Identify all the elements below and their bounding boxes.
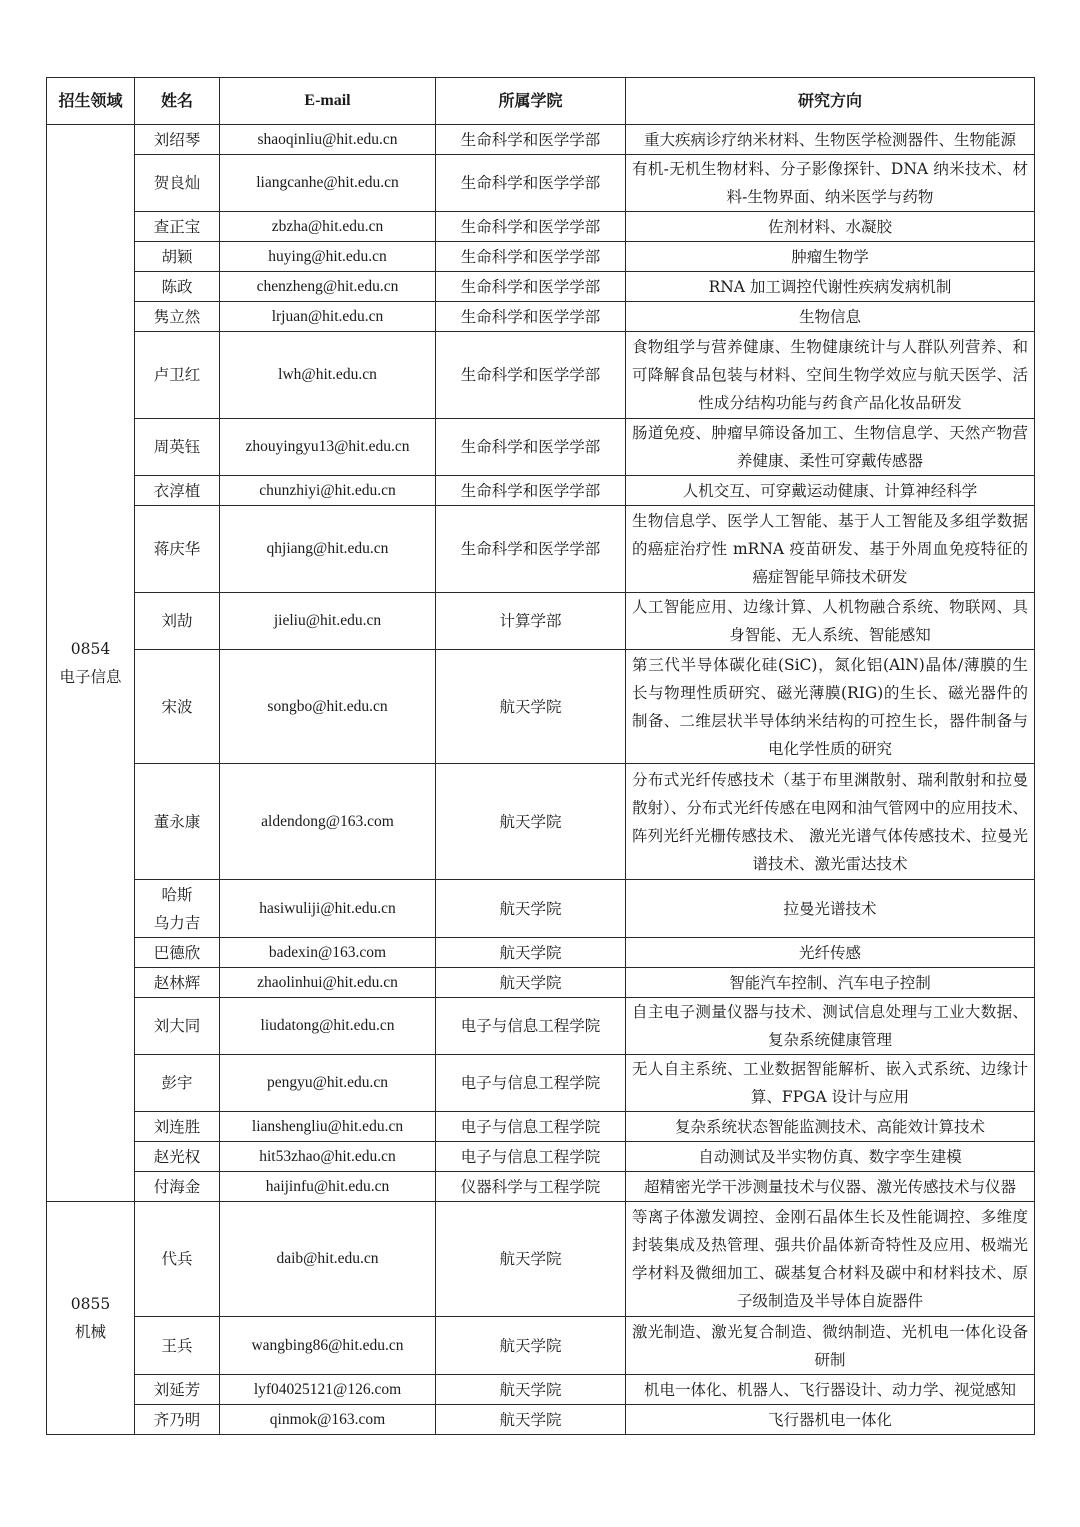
direction-cell: 自主电子测量仪器与技术、测试信息处理与工业大数据、复杂系统健康管理 — [626, 998, 1035, 1055]
direction-cell: 无人自主系统、工业数据智能解析、嵌入式系统、边缘计算、FPGA 设计与应用 — [626, 1055, 1035, 1112]
direction-cell: 超精密光学干涉测量技术与仪器、激光传感技术与仪器 — [626, 1172, 1035, 1202]
email-cell[interactable]: qinmok@163.com — [220, 1405, 436, 1435]
email-cell[interactable]: jieliu@hit.edu.cn — [220, 593, 436, 650]
table-row — [47, 212, 1035, 242]
table-row — [47, 476, 1035, 506]
college-cell: 电子与信息工程学院 — [436, 998, 626, 1055]
email-cell[interactable]: zhaolinhui@hit.edu.cn — [220, 968, 436, 998]
table-row — [47, 419, 1035, 476]
college-cell: 生命科学和医学学部 — [436, 302, 626, 332]
name-cell: 刘绍琴 — [135, 125, 220, 155]
email-cell[interactable]: daib@hit.edu.cn — [220, 1202, 436, 1317]
name-cell: 刘连胜 — [135, 1112, 220, 1142]
email-cell[interactable]: pengyu@hit.edu.cn — [220, 1055, 436, 1112]
table-row — [47, 1317, 1035, 1375]
table-row — [47, 242, 1035, 272]
email-cell[interactable]: shaoqinliu@hit.edu.cn — [220, 125, 436, 155]
direction-cell: 重大疾病诊疗纳米材料、生物医学检测器件、生物能源 — [626, 125, 1035, 155]
email-cell[interactable]: qhjiang@hit.edu.cn — [220, 506, 436, 593]
email-cell[interactable]: haijinfu@hit.edu.cn — [220, 1172, 436, 1202]
email-cell[interactable]: lrjuan@hit.edu.cn — [220, 302, 436, 332]
direction-cell: 佐剂材料、水凝胶 — [626, 212, 1035, 242]
direction-cell: 第三代半导体碳化硅(SiC)，氮化铝(AlN)晶体/薄膜的生长与物理性质研究、磁光薄膜(RIG)的生长、磁光器件的制备、二维层状半导体纳米结构的可控生长，器件制备与电化学性质的研究 — [626, 650, 1035, 764]
name-cell: 刘劼 — [135, 593, 220, 650]
name-cell: 贺良灿 — [135, 155, 220, 212]
domain-field: 机械 — [74, 1323, 106, 1341]
college-cell: 航天学院 — [436, 938, 626, 968]
college-cell: 航天学院 — [436, 1317, 626, 1375]
name-cell: 刘大同 — [135, 998, 220, 1055]
table-row — [47, 968, 1035, 998]
header-college: 所属学院 — [436, 78, 626, 125]
college-cell: 生命科学和医学学部 — [436, 506, 626, 593]
direction-cell: 等离子体激发调控、金刚石晶体生长及性能调控、多维度封装集成及热管理、强共价晶体新奇特性及应用、极端光学材料及微细加工、碳基复合材料及碳中和材料技术、原子级制造及半导体自旋器件 — [626, 1202, 1035, 1317]
name-cell: 代兵 — [135, 1202, 220, 1317]
email-cell[interactable]: liangcanhe@hit.edu.cn — [220, 155, 436, 212]
email-cell[interactable]: aldendong@163.com — [220, 764, 436, 880]
college-cell: 生命科学和医学学部 — [436, 155, 626, 212]
faculty-table — [46, 77, 1035, 1435]
table-row — [47, 1375, 1035, 1405]
direction-cell: 分布式光纤传感技术（基于布里渊散射、瑞利散射和拉曼散射）、分布式光纤传感在电网和油气管网中的应用技术、阵列光纤光栅传感技术、 激光光谱气体传感技术、拉曼光谱技术、激光雷达技术 — [626, 764, 1035, 880]
name-cell: 周英钰 — [135, 419, 220, 476]
college-cell: 航天学院 — [436, 880, 626, 938]
email-cell[interactable]: zhouyingyu13@hit.edu.cn — [220, 419, 436, 476]
college-cell: 生命科学和医学学部 — [436, 242, 626, 272]
domain-cell — [47, 1202, 135, 1435]
college-cell: 生命科学和医学学部 — [436, 125, 626, 155]
name-cell: 赵光权 — [135, 1142, 220, 1172]
table-row — [47, 506, 1035, 593]
table-row — [47, 1172, 1035, 1202]
college-cell: 航天学院 — [436, 1202, 626, 1317]
direction-cell: 智能汽车控制、汽车电子控制 — [626, 968, 1035, 998]
header-email: E-mail — [220, 78, 436, 125]
table-row — [47, 880, 1035, 938]
name-cell: 齐乃明 — [135, 1405, 220, 1435]
table-row — [47, 650, 1035, 764]
direction-cell: 激光制造、激光复合制造、微纳制造、光机电一体化设备研制 — [626, 1317, 1035, 1375]
college-cell: 仪器科学与工程学院 — [436, 1172, 626, 1202]
direction-cell: 生物信息学、医学人工智能、基于人工智能及多组学数据的癌症治疗性 mRNA 疫苗研发、基于外周血免疫特征的癌症智能早筛技术研发 — [626, 506, 1035, 593]
name-cell: 蒋庆华 — [135, 506, 220, 593]
header-name: 姓名 — [135, 78, 220, 125]
direction-cell: RNA 加工调控代谢性疾病发病机制 — [626, 272, 1035, 302]
name-cell: 彭宇 — [135, 1055, 220, 1112]
college-cell: 航天学院 — [436, 1405, 626, 1435]
table-row — [47, 1202, 1035, 1317]
email-cell[interactable]: chenzheng@hit.edu.cn — [220, 272, 436, 302]
domain-code: 0854 — [70, 640, 111, 658]
college-cell: 生命科学和医学学部 — [436, 332, 626, 419]
direction-cell: 自动测试及半实物仿真、数字孪生建模 — [626, 1142, 1035, 1172]
college-cell: 电子与信息工程学院 — [436, 1112, 626, 1142]
header-direction: 研究方向 — [626, 78, 1035, 125]
table-row — [47, 272, 1035, 302]
email-cell[interactable]: chunzhiyi@hit.edu.cn — [220, 476, 436, 506]
email-cell[interactable]: hasiwuliji@hit.edu.cn — [220, 880, 436, 938]
direction-cell: 光纤传感 — [626, 938, 1035, 968]
direction-cell: 生物信息 — [626, 302, 1035, 332]
name-cell: 宋波 — [135, 650, 220, 764]
table-row — [47, 332, 1035, 419]
email-cell[interactable]: lianshengliu@hit.edu.cn — [220, 1112, 436, 1142]
domain-cell — [47, 125, 135, 1202]
table-row — [47, 155, 1035, 212]
direction-cell: 肿瘤生物学 — [626, 242, 1035, 272]
email-cell[interactable]: zbzha@hit.edu.cn — [220, 212, 436, 242]
table-row — [47, 125, 1035, 155]
name-cell: 付海金 — [135, 1172, 220, 1202]
college-cell: 航天学院 — [436, 968, 626, 998]
direction-cell: 飞行器机电一体化 — [626, 1405, 1035, 1435]
email-cell[interactable]: songbo@hit.edu.cn — [220, 650, 436, 764]
email-cell[interactable]: lwh@hit.edu.cn — [220, 332, 436, 419]
header-row — [47, 78, 1035, 125]
name-cell: 巴德欣 — [135, 938, 220, 968]
email-cell[interactable]: lyf04025121@126.com — [220, 1375, 436, 1405]
table-row — [47, 1405, 1035, 1435]
direction-cell: 复杂系统状态智能监测技术、高能效计算技术 — [626, 1112, 1035, 1142]
name-cell: 刘延芳 — [135, 1375, 220, 1405]
name-cell: 隽立然 — [135, 302, 220, 332]
college-cell: 航天学院 — [436, 650, 626, 764]
name-cell: 陈政 — [135, 272, 220, 302]
direction-cell: 拉曼光谱技术 — [626, 880, 1035, 938]
college-cell: 航天学院 — [436, 764, 626, 880]
table-row — [47, 1112, 1035, 1142]
name-cell: 赵林辉 — [135, 968, 220, 998]
direction-cell: 有机-无机生物材料、分子影像探针、DNA 纳米技术、材料-生物界面、纳米医学与药物 — [626, 155, 1035, 212]
name-cell: 查正宝 — [135, 212, 220, 242]
college-cell: 计算学部 — [436, 593, 626, 650]
name-cell: 董永康 — [135, 764, 220, 880]
name-cell: 胡颖 — [135, 242, 220, 272]
email-cell[interactable]: liudatong@hit.edu.cn — [220, 998, 436, 1055]
direction-cell: 肠道免疫、肿瘤早筛设备加工、生物信息学、天然产物营养健康、柔性可穿戴传感器 — [626, 419, 1035, 476]
table-row — [47, 764, 1035, 880]
college-cell: 生命科学和医学学部 — [436, 419, 626, 476]
email-cell[interactable]: hit53zhao@hit.edu.cn — [220, 1142, 436, 1172]
direction-cell: 机电一体化、机器人、飞行器设计、动力学、视觉感知 — [626, 1375, 1035, 1405]
college-cell: 电子与信息工程学院 — [436, 1055, 626, 1112]
email-cell[interactable]: huying@hit.edu.cn — [220, 242, 436, 272]
table-row — [47, 938, 1035, 968]
table-row — [47, 302, 1035, 332]
college-cell: 生命科学和医学学部 — [436, 476, 626, 506]
table-row — [47, 998, 1035, 1055]
direction-cell: 人机交互、可穿戴运动健康、计算神经科学 — [626, 476, 1035, 506]
table-row — [47, 1142, 1035, 1172]
name-cell: 衣淳植 — [135, 476, 220, 506]
name-cell: 哈斯 乌力吉 — [135, 880, 220, 938]
college-cell: 生命科学和医学学部 — [436, 272, 626, 302]
domain-code: 0855 — [70, 1295, 111, 1313]
college-cell: 电子与信息工程学院 — [436, 1142, 626, 1172]
email-cell[interactable]: wangbing86@hit.edu.cn — [220, 1317, 436, 1375]
college-cell: 航天学院 — [436, 1375, 626, 1405]
domain-field: 电子信息 — [59, 668, 122, 686]
name-cell: 卢卫红 — [135, 332, 220, 419]
table-row — [47, 1055, 1035, 1112]
table-row — [47, 593, 1035, 650]
name-cell: 王兵 — [135, 1317, 220, 1375]
college-cell: 生命科学和医学学部 — [436, 212, 626, 242]
direction-cell: 食物组学与营养健康、生物健康统计与人群队列营养、和可降解食品包装与材料、空间生物学效应与航天医学、活性成分结构功能与药食产品化妆品研发 — [626, 332, 1035, 419]
direction-cell: 人工智能应用、边缘计算、人机物融合系统、物联网、具身智能、无人系统、智能感知 — [626, 593, 1035, 650]
email-cell[interactable]: badexin@163.com — [220, 938, 436, 968]
header-domain: 招生领域 — [47, 78, 135, 125]
